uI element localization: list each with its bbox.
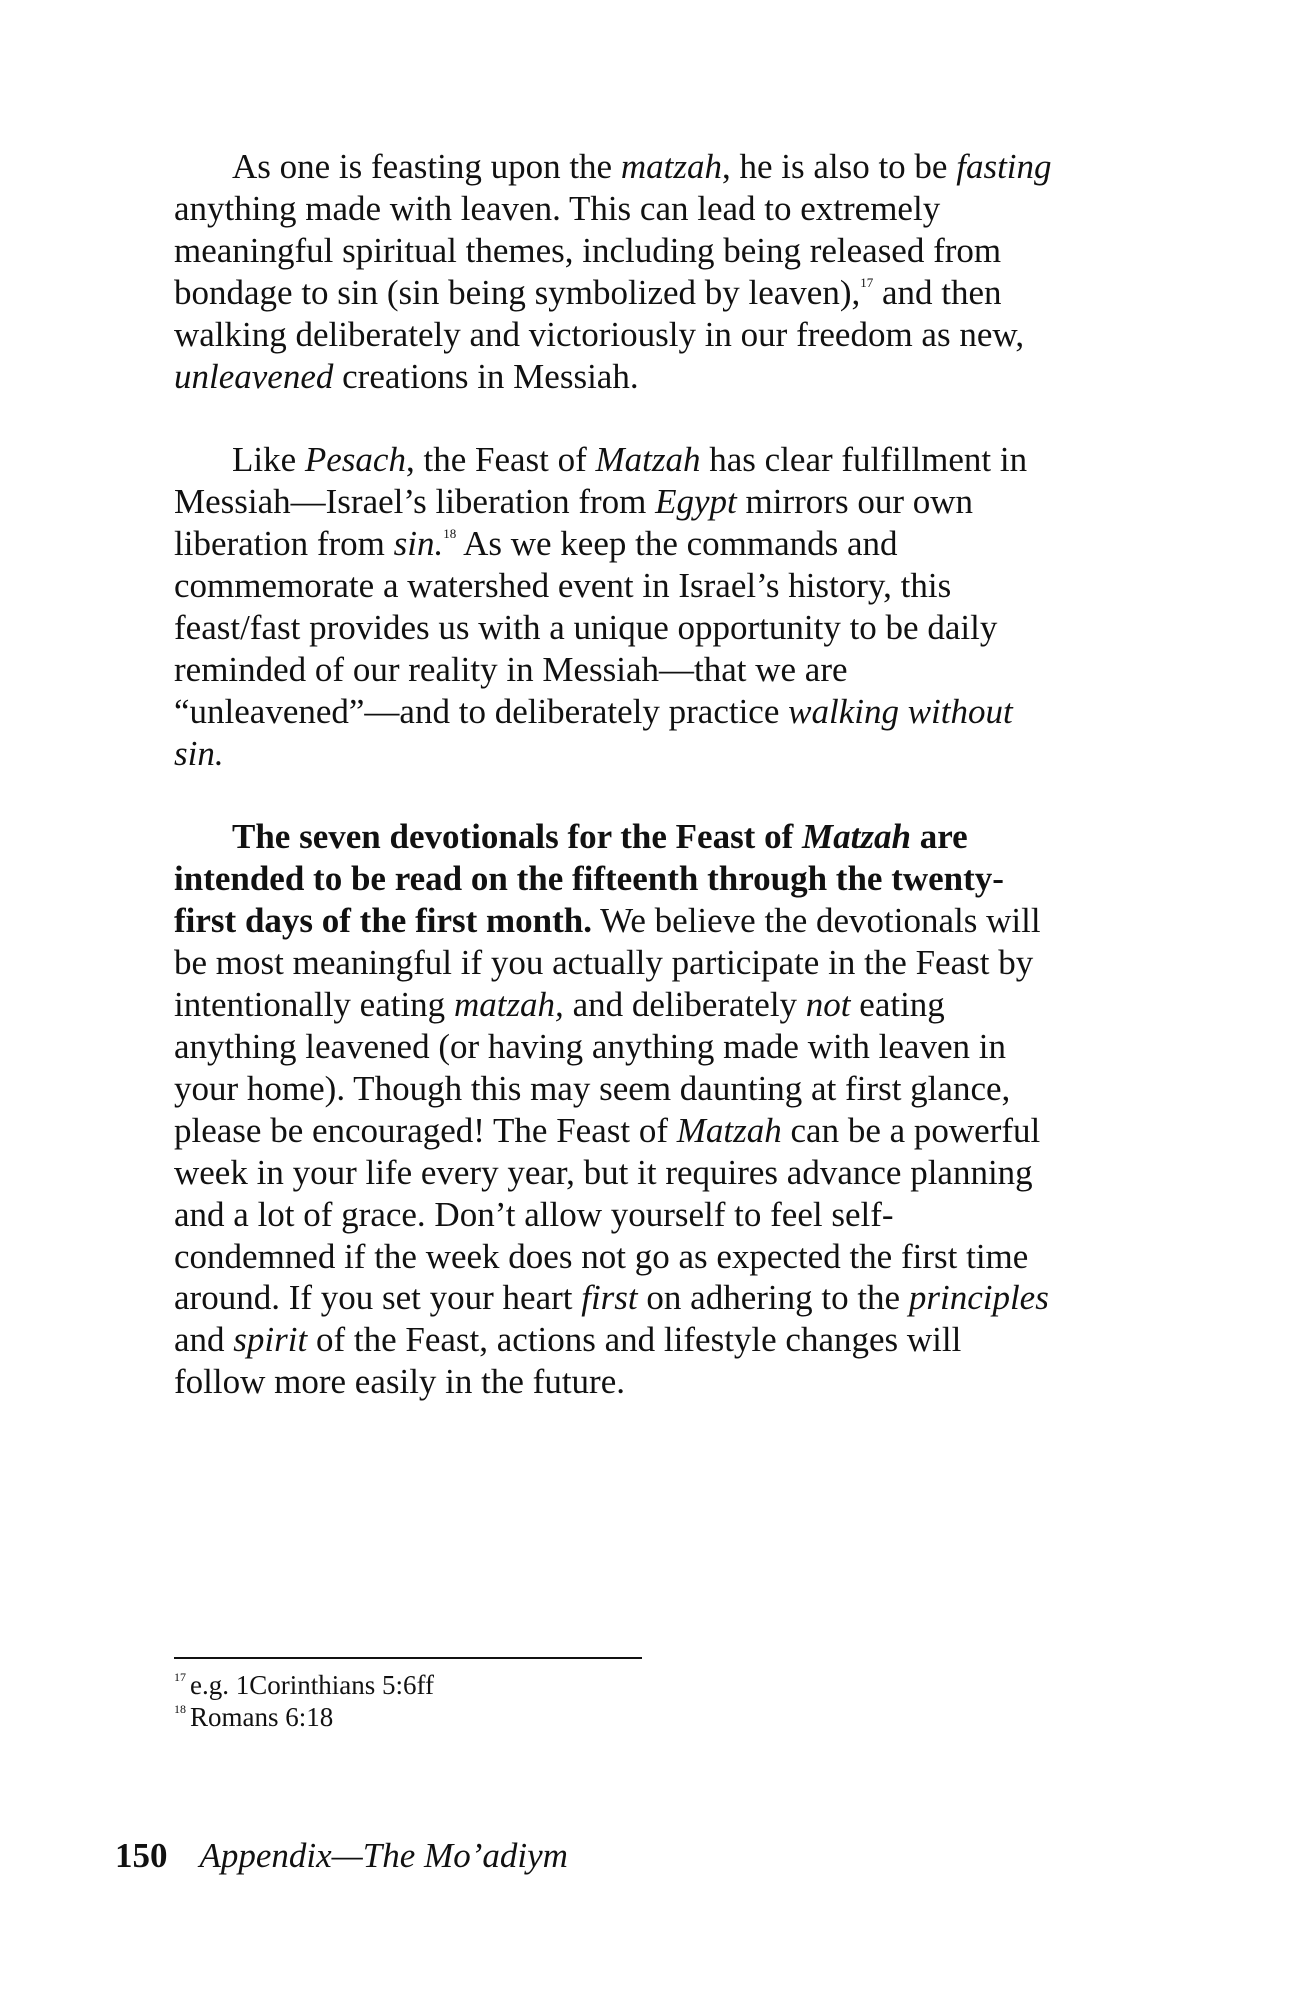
bold-italic-text: Matzah [802, 817, 911, 857]
italic-text: spirit [233, 1320, 308, 1360]
page-number: 150 [115, 1836, 168, 1875]
italic-text: Matzah [595, 440, 701, 480]
footnote-text: Romans 6:18 [190, 1702, 334, 1732]
text-run: can be a powerful week in your life every year, but it requires advance planning and a lot of grace. Don’t allow yourself to feel self-condemned if the week does not go as expected the first time around. If you set your heart [174, 1110, 1041, 1318]
italic-text: Pesach [304, 440, 406, 480]
footnote-text: e.g. 1Corinthians 5:6ff [190, 1670, 434, 1700]
text-run: As one is feasting upon the [232, 147, 621, 186]
footnotes [174, 1657, 774, 1733]
paragraph [174, 146, 1054, 397]
paragraph [174, 439, 1054, 774]
footnote-reference: 18 [443, 526, 457, 542]
italic-text: Egypt [655, 482, 737, 522]
text-run: has clear fulfillment in Messiah—Israel’s liberation from [174, 440, 1028, 522]
italic-text: principles [908, 1278, 1049, 1318]
running-title: Appendix—The Mo’adiym [199, 1836, 568, 1875]
footnote-reference: 17 [860, 274, 874, 290]
footnote-divider [174, 1657, 642, 1659]
text-run: , he is also to be [721, 147, 957, 186]
bold-text: The seven devotionals for the Feast of [232, 817, 802, 857]
bold-text: are intended to be read on the fifteenth through the twenty-first days of the first month. [174, 817, 1004, 941]
text-run: on adhering to the [637, 1278, 909, 1318]
footnote [174, 1669, 774, 1701]
text-run: As we keep the commands and commemorate a watershed event in Israel’s history, this feast/fast provides us with a unique opportunity to be daily reminded of our reality in Messiah—that we are “unleavened”—and to deliberately practice [174, 524, 998, 731]
text-run: , the Feast of [405, 440, 596, 480]
text-run: We believe the devotionals will be most meaningful if you actually participate in the Feast by intentionally eating [174, 901, 1041, 1025]
text-run: anything made with leaven. This can lead to extremely meaningful spiritual themes, including being released from bondage to sin (sin being symbolized by leaven), [174, 188, 1002, 312]
text-run: of the Feast, actions and lifestyle changes will follow more easily in the future. [174, 1320, 962, 1402]
italic-text: unleavened [174, 356, 334, 396]
italic-text: walking without sin. [174, 691, 1013, 773]
footnote [174, 1701, 774, 1733]
italic-text: not [805, 985, 851, 1025]
text-run: and then walking deliberately and victoriously in our freedom as new, [174, 272, 1025, 354]
italic-text: sin. [393, 524, 444, 564]
text-run: and deliberately [563, 985, 806, 1025]
italic-text: first [581, 1278, 638, 1318]
text-run: eating anything leavened (or having anything made with leaven in your home). Though this may seem daunting at first glance, please be encouraged! The Feast of [174, 985, 1011, 1150]
italic-text: matzah, [453, 985, 564, 1025]
paragraph [174, 816, 1054, 1403]
text-run: mirrors our own liberation from [174, 482, 973, 564]
italic-text: matzah [620, 147, 722, 186]
page-footer [115, 1836, 568, 1876]
body-text [174, 146, 1054, 1445]
text-run: Like [232, 440, 305, 480]
italic-text: fasting [956, 147, 1052, 186]
footnote-marker: 17 [174, 1670, 186, 1684]
text-run: and [174, 1320, 234, 1360]
footnote-marker: 18 [174, 1702, 186, 1716]
text-run: creations in Messiah. [333, 356, 639, 396]
italic-text: Matzah [676, 1110, 782, 1150]
